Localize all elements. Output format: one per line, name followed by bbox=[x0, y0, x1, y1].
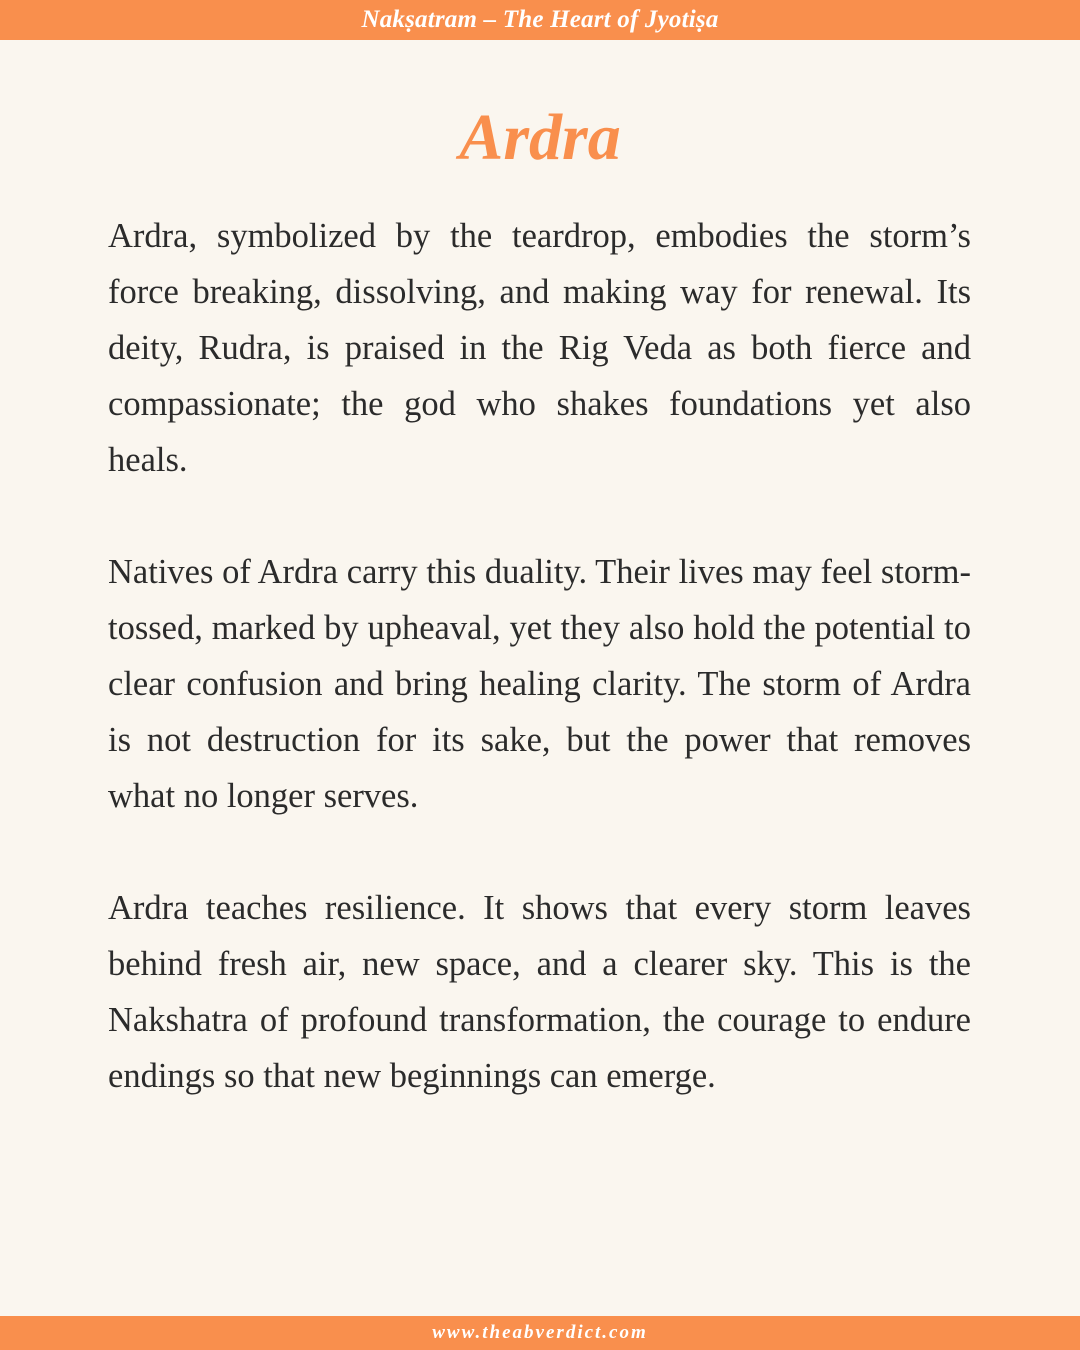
paragraph-3: Ardra teaches resilience. It shows that every storm leaves behind fresh air, new space, and a clearer sky. This is the Nakshatra of profound transformation, the courage to endure endings so that new beginnings can emerge. bbox=[108, 889, 971, 1095]
header-bar bbox=[0, 0, 1080, 40]
website-link[interactable]: www.theabverdict.com bbox=[432, 1322, 648, 1343]
article-body bbox=[108, 208, 971, 1160]
footer-bar bbox=[0, 1316, 1080, 1350]
paragraph-1: Ardra, symbolized by the teardrop, embodies the storm’s force breaking, dissolving, and making way for renewal. Its deity, Rudra, is praised in the Rig Veda as both fierce and compassionate; the god who shakes foundations yet also heals. bbox=[108, 217, 971, 479]
header-text: Nakṣatram – The Heart of Jyotiṣa bbox=[361, 6, 719, 33]
page-title: Ardra bbox=[459, 101, 621, 174]
paragraph-2: Natives of Ardra carry this duality. Their lives may feel storm-tossed, marked by upheaval, yet they also hold the potential to clear confusion and bring healing clarity. The storm of Ardra is not destruction for its sake, but the power that removes what no longer serves. bbox=[108, 553, 971, 815]
